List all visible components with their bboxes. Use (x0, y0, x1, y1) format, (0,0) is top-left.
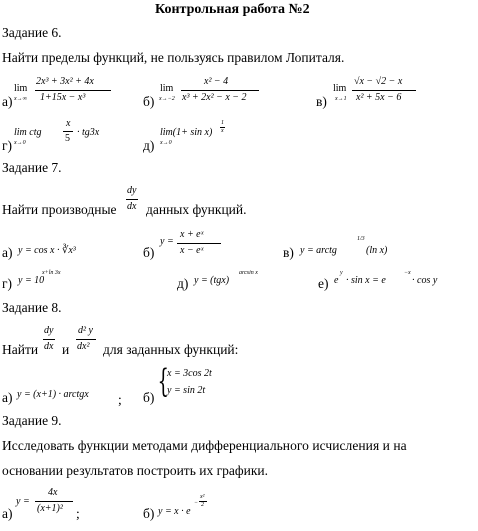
task6-b-den: x³ + 2x² − x − 2 (182, 92, 247, 103)
task9-a-den: (x+1)² (37, 503, 63, 514)
task7-a-label: а) (2, 245, 13, 260)
task6-g-label: г) (2, 138, 13, 153)
task6-v-num: √x − √2 − x (354, 76, 403, 87)
task7-d-expr: y = (tgx) (194, 275, 230, 286)
task8-b-label: б) (143, 390, 155, 405)
task7-a-expr: y = cos x · ∛x³ (18, 245, 76, 256)
task7-b-num: x + eˣ (180, 229, 204, 240)
task7-d-exp: arcsin x (239, 270, 258, 276)
brace-symbol: { (157, 362, 169, 400)
task8-and: и (62, 342, 70, 357)
task9-b-label: б) (143, 506, 155, 521)
task9-line1: Исследовать функции методами дифференциального исчисления и на (2, 438, 407, 453)
task6-a-label: а) (2, 94, 13, 109)
task7-g-expr: y = 10 (18, 275, 45, 286)
task6-g-expr: lim ctg (14, 127, 42, 138)
task7-e-label: е) (318, 276, 329, 291)
task6-a-num: 2x³ + 3x² + 4x (36, 76, 94, 87)
task7-v-label: в) (283, 245, 294, 260)
task8-f2-fraction-bar (76, 339, 96, 340)
task6-g-frac-den: 5 (65, 133, 70, 144)
task6-a-sub: x→∞ (14, 96, 27, 102)
task8-f2-num: d² y (78, 325, 93, 336)
task6-d-exp-den: x (221, 128, 224, 134)
task6-g-sub: x→0 (14, 140, 26, 146)
task6-g-fraction-bar (63, 131, 73, 132)
task9-a-punct: ; (76, 506, 80, 521)
task9-b-exp-sign: − (194, 500, 199, 506)
task8-text-post: для заданных функций: (103, 342, 239, 357)
task6-v-label: в) (316, 94, 327, 109)
task6-v-lim: lim (333, 83, 347, 94)
task9-a-num: 4x (48, 487, 58, 498)
task7-g-exp: x+ln 3x (42, 270, 61, 276)
task8-heading: Задание 8. (2, 300, 62, 315)
task6-v-sub: x→1 (335, 96, 347, 102)
task7-b-label: б) (143, 245, 155, 260)
task6-b-label: б) (143, 94, 155, 109)
task6-a-den: 1+15x − x³ (40, 92, 86, 103)
task8-a-label: а) (2, 390, 13, 405)
task9-line2: основании результатов построить их графики. (2, 463, 268, 478)
task6-text: Найти пределы функций, не пользуясь правилом Лопиталя. (2, 50, 345, 65)
task9-a-lhs: y = (16, 496, 30, 507)
task7-v-exp: 1/3 (357, 236, 365, 242)
task7-v-tail: (ln x) (366, 245, 388, 256)
task6-v-den: x² + 5x − 6 (356, 92, 402, 103)
task7-e-tail: · cos y (412, 275, 438, 286)
task7-fraction-bar (126, 199, 138, 200)
task8-f1-fraction-bar (43, 339, 55, 340)
task6-b-sub: x→−2 (159, 96, 175, 102)
task6-v-fraction-bar (352, 90, 416, 91)
task6-d-expr: lim(1+ sin x) (160, 127, 213, 138)
task6-b-fraction-bar (181, 90, 259, 91)
task7-v-expr: y = arctg (300, 245, 337, 256)
task8-f1-num: dy (44, 325, 54, 336)
task7-e-expr: e (334, 275, 339, 286)
task6-d-exp-num: 1 (221, 120, 224, 126)
task8-text-pre: Найти (2, 342, 39, 357)
task6-d-label: д) (143, 138, 155, 153)
task6-g-frac-num: x (66, 118, 71, 129)
task7-e-mid: · sin x = e (346, 275, 386, 286)
task9-b-expr: y = x · e (158, 506, 191, 517)
task7-d-label: д) (177, 276, 189, 291)
task6-d-sub: x→0 (160, 140, 172, 146)
task6-heading: Задание 6. (2, 25, 62, 40)
task9-a-fraction-bar (35, 501, 73, 502)
task7-b-fraction-bar (177, 243, 221, 244)
task6-g-tail: · tg3x (77, 127, 100, 138)
task7-text-post: данных функций. (146, 202, 247, 217)
task7-text-pre: Найти производные (2, 202, 117, 217)
task8-b-line2: y = sin 2t (167, 385, 206, 396)
task8-b-line1: x = 3cos 2t (167, 368, 212, 379)
task7-b-lhs: y = (160, 236, 174, 247)
task9-b-exp-num: x² (200, 494, 205, 500)
task7-g-label: г) (2, 276, 13, 291)
task7-e-exp: y (340, 270, 343, 276)
task7-b-den: x − eˣ (180, 245, 204, 256)
task6-b-lim: lim (160, 83, 174, 94)
task7-heading: Задание 7. (2, 160, 62, 175)
task8-a-punct: ; (118, 392, 122, 407)
task7-e-exp2: −x (404, 270, 411, 276)
task8-f2-den: dx² (77, 341, 90, 352)
task8-f1-den: dx (44, 341, 54, 352)
task6-a-lim: lim (14, 83, 28, 94)
task6-a-fraction-bar (35, 90, 111, 91)
task7-frac-num: dy (127, 185, 137, 196)
task7-frac-den: dx (127, 201, 137, 212)
task6-b-num: x² − 4 (204, 76, 229, 87)
task9-a-label: а) (2, 506, 13, 521)
task9-b-exp-den: 2 (201, 502, 204, 508)
page-title: Контрольная работа №2 (155, 2, 310, 17)
task9-heading: Задание 9. (2, 413, 62, 428)
task8-a-expr: y = (x+1) · arctgx (17, 389, 89, 400)
